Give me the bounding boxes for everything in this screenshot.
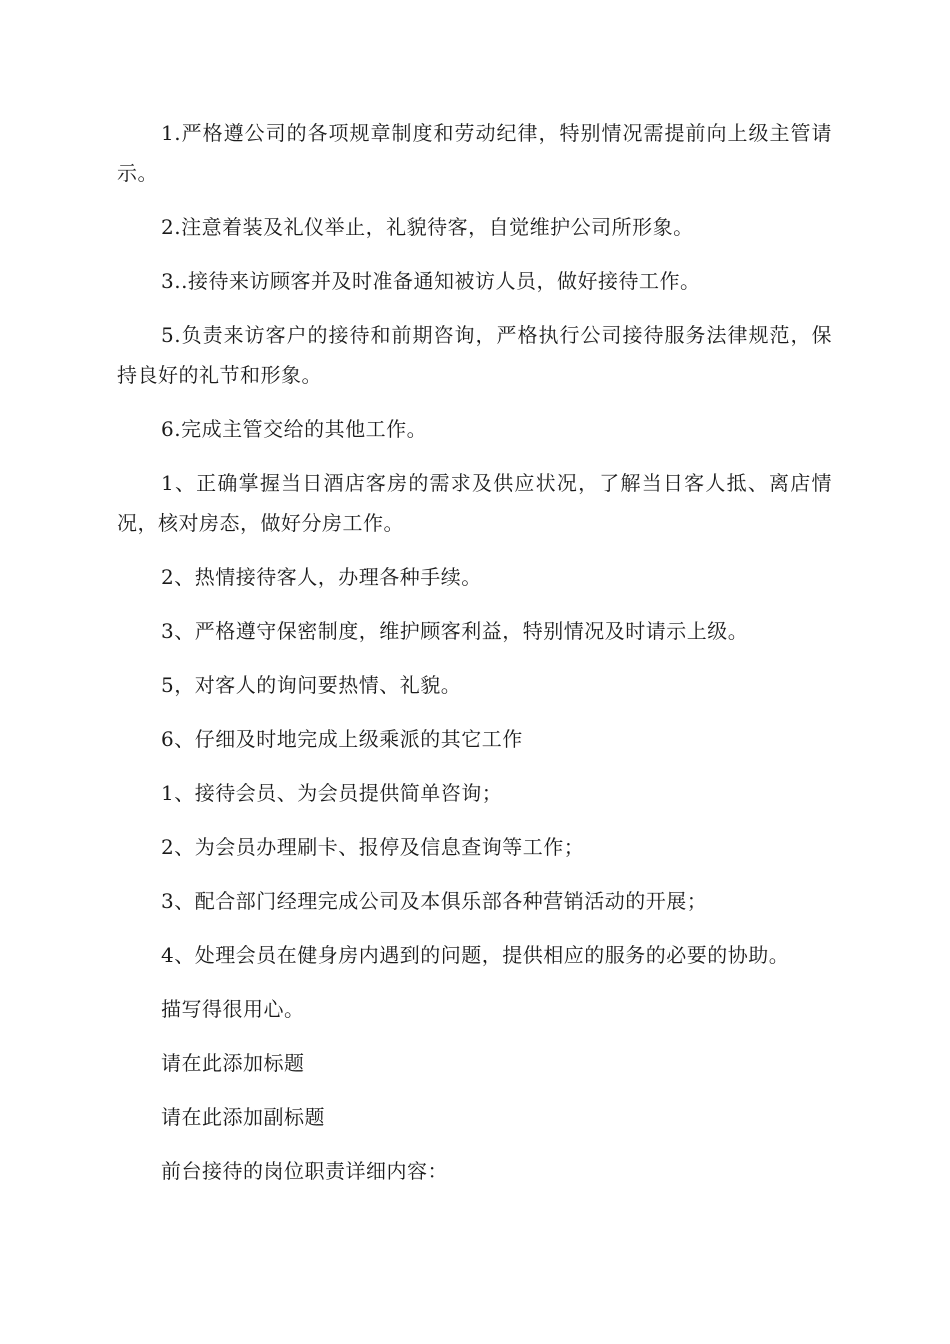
paragraph: 5，对客人的询问要热情、礼貌。	[161, 673, 462, 697]
paragraph: 3..接待来访顾客并及时准备通知被访人员，做好接待工作。	[161, 269, 701, 293]
paragraph: 请在此添加副标题	[161, 1105, 325, 1129]
paragraph: 2.注意着装及礼仪举止，礼貌待客，自觉维护公司所形象。	[161, 215, 694, 239]
paragraph: 描写得很用心。	[161, 997, 305, 1021]
document-body	[117, 113, 832, 1205]
paragraph: 3、配合部门经理完成公司及本俱乐部各种营销活动的开展；	[161, 889, 708, 913]
paragraph: 2、为会员办理刷卡、报停及信息查询等工作；	[161, 835, 585, 859]
paragraph: 6、仔细及时地完成上级乘派的其它工作	[161, 727, 523, 751]
paragraph: 5.负责来访客户的接待和前期咨询，严格执行公司接待服务法律规范，保持良好的礼节和形象。	[117, 323, 832, 387]
paragraph: 请在此添加标题	[161, 1051, 305, 1075]
paragraph: 1、接待会员、为会员提供简单咨询；	[161, 781, 503, 805]
paragraph: 前台接待的岗位职责详细内容：	[161, 1159, 448, 1183]
paragraph: 1.严格遵公司的各项规章制度和劳动纪律，特别情况需提前向上级主管请示。	[117, 121, 832, 185]
paragraph: 4、处理会员在健身房内遇到的问题，提供相应的服务的必要的协助。	[161, 943, 790, 967]
paragraph: 3、严格遵守保密制度，维护顾客利益，特别情况及时请示上级。	[161, 619, 749, 643]
paragraph: 2、热情接待客人，办理各种手续。	[161, 565, 482, 589]
paragraph: 1、正确掌握当日酒店客房的需求及供应状况，了解当日客人抵、离店情况，核对房态，做好分房工作。	[117, 471, 832, 535]
paragraph: 6.完成主管交给的其他工作。	[161, 417, 428, 441]
